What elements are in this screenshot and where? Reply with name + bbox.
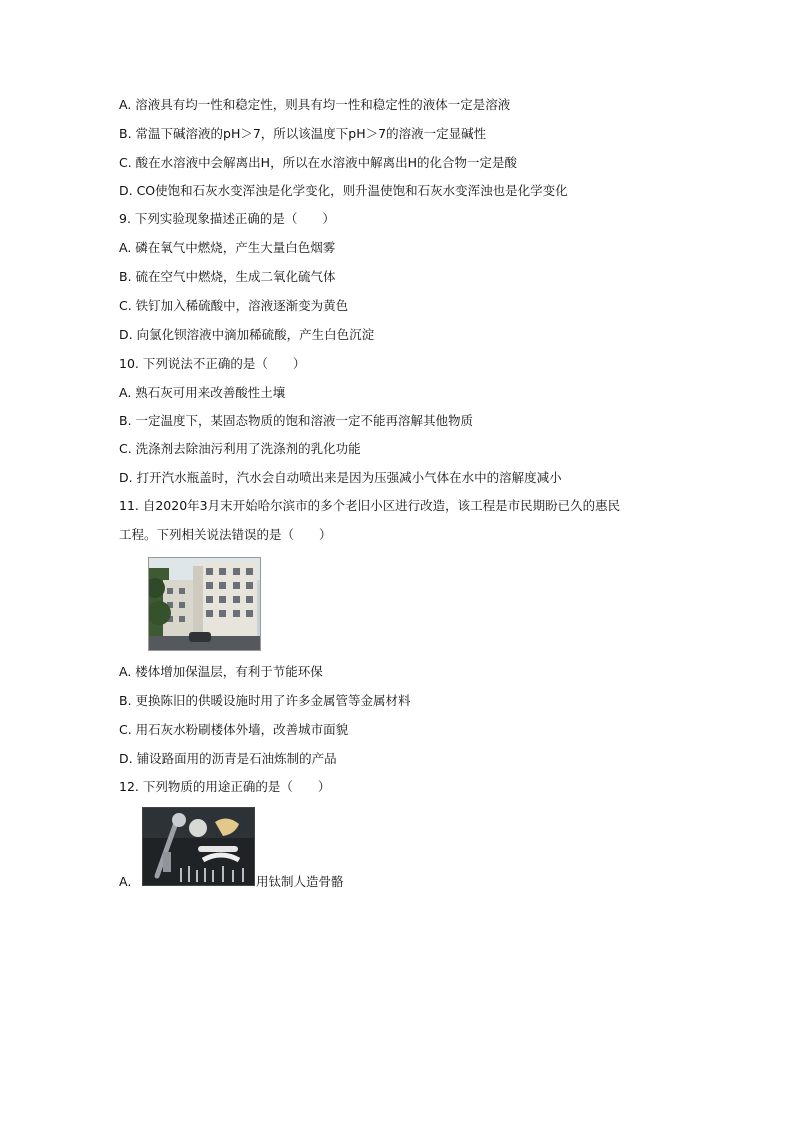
building-photo (148, 557, 261, 651)
q10-option-a: A. 熟石灰可用来改善酸性土壤 (119, 385, 286, 400)
artificial-bone-photo (142, 807, 255, 886)
q8-option-a: A. 溶液具有均一性和稳定性，则具有均一性和稳定性的液体一定是溶液 (119, 97, 511, 112)
q9-option-c: C. 铁钉加入稀硫酸中，溶液逐渐变为黄色 (119, 298, 349, 313)
q9-option-b: B. 硫在空气中燃烧，生成二氧化硫气体 (119, 269, 336, 284)
q11-stem-line1: 11. 自2020年3月末开始哈尔滨市的多个老旧小区进行改造，该工程是市民期盼已久的惠民 (119, 498, 621, 513)
q11-stem-line2: 工程。下列相关说法错误的是（ ） (119, 527, 332, 542)
q8-option-d: D. CO使饱和石灰水变浑浊是化学变化，则升温使饱和石灰水变浑浊也是化学变化 (119, 183, 568, 198)
q10-stem: 10. 下列说法不正确的是（ ） (119, 356, 306, 371)
building-photo-image (149, 558, 260, 650)
q11-option-b: B. 更换陈旧的供暖设施时用了许多金属管等金属材料 (119, 693, 411, 708)
q11-option-a: A. 楼体增加保温层，有利于节能环保 (119, 664, 323, 679)
q8-option-b: B. 常温下碱溶液的pH＞7，所以该温度下pH＞7的溶液一定显碱性 (119, 126, 487, 141)
q11-option-c: C. 用石灰水粉刷楼体外墙，改善城市面貌 (119, 722, 349, 737)
q10-option-c: C. 洗涤剂去除油污利用了洗涤剂的乳化功能 (119, 441, 361, 456)
q10-option-d: D. 打开汽水瓶盖时，汽水会自动喷出来是因为压强减小气体在水中的溶解度减小 (119, 470, 562, 485)
q12-stem: 12. 下列物质的用途正确的是（ ） (119, 779, 331, 794)
q9-option-d: D. 向氯化钡溶液中滴加稀硫酸，产生白色沉淀 (119, 327, 375, 342)
q12-option-a-text: 用钛制人造骨骼 (256, 874, 344, 889)
q8-option-c: C. 酸在水溶液中会解离出H，所以在水溶液中解离出H的化合物一定是酸 (119, 155, 517, 170)
q9-option-a: A. 磷在氧气中燃烧，产生大量白色烟雾 (119, 240, 336, 255)
q12-option-a-prefix: A. (119, 874, 132, 889)
q11-option-d: D. 铺设路面用的沥青是石油炼制的产品 (119, 751, 337, 766)
artificial-bone-image (143, 808, 254, 885)
q9-stem: 9. 下列实验现象描述正确的是（ ） (119, 211, 335, 226)
q10-option-b: B. 一定温度下，某固态物质的饱和溶液一定不能再溶解其他物质 (119, 413, 474, 428)
